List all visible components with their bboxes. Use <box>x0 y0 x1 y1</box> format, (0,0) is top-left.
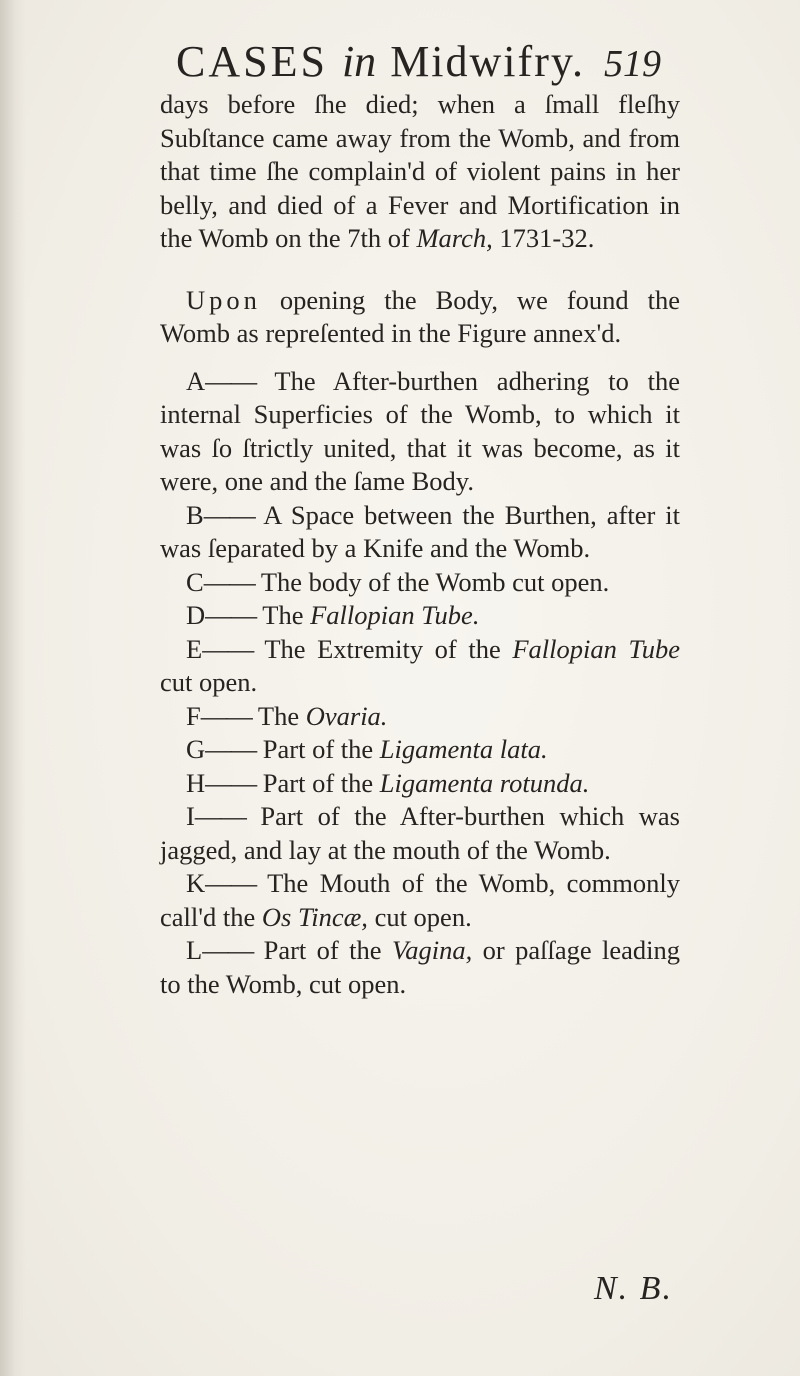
key-text-italic: Os Tincæ, <box>261 901 368 932</box>
paragraph-1-month: March, <box>416 223 493 253</box>
key-letter: A <box>186 365 206 396</box>
paragraph-1-year: 1731-32. <box>499 223 595 253</box>
key-dash: —— <box>205 868 257 898</box>
key-item-h <box>160 767 680 801</box>
key-item-a <box>160 365 680 499</box>
key-letter: F <box>186 700 201 731</box>
page-number: 519 <box>604 43 661 85</box>
paragraph-2 <box>160 284 680 351</box>
key-dash: —— <box>200 700 252 731</box>
key-text: A Space between the Burthen, after it was ſeparated by a Knife and the Womb. <box>160 499 680 563</box>
key-text: The body of the Womb cut open. <box>260 566 610 597</box>
key-item-e <box>160 633 680 700</box>
key-dash: —— <box>203 566 255 597</box>
paragraph-2-lead: Upon <box>186 284 261 315</box>
key-dash: —— <box>205 734 257 764</box>
title-in: in <box>341 37 377 86</box>
key-letter: D <box>186 600 206 630</box>
key-item-c <box>160 566 680 600</box>
key-dash: —— <box>202 935 254 965</box>
key-dash: —— <box>205 365 257 396</box>
key-text-pre: The <box>262 600 304 630</box>
key-letter: L <box>186 935 203 965</box>
catchword: N. B. <box>594 1270 673 1307</box>
key-text-post: or paſſage leading to the Womb, cut open. <box>160 935 681 999</box>
key-item-b <box>160 499 680 566</box>
key-letter: E <box>186 633 203 664</box>
key-text-italic: Ligamenta rotunda. <box>379 767 590 798</box>
key-item-l <box>160 934 680 1001</box>
key-text-post: cut open. <box>160 667 258 697</box>
key-letter: I <box>186 801 195 831</box>
key-text-italic: Ligamenta lata. <box>379 734 548 764</box>
body-text <box>160 88 680 1001</box>
key-item-g <box>160 733 680 767</box>
key-dash: —— <box>203 499 255 530</box>
key-text: Part of the After-burthen which was jagged, and lay at the mouth of the Womb. <box>160 801 680 865</box>
paragraph-1 <box>160 88 680 256</box>
key-text-pre: Part of the <box>262 734 374 764</box>
key-letter: C <box>186 566 204 597</box>
title-midwifery: Midwifry. <box>390 37 585 86</box>
key-item-d <box>160 599 680 633</box>
key-item-i <box>160 800 680 867</box>
key-text-post: cut open. <box>374 901 472 932</box>
key-text-italic: Fallopian Tube. <box>310 600 480 630</box>
key-text-pre: Part of the <box>263 935 382 965</box>
key-item-f <box>160 700 680 734</box>
key-dash: —— <box>202 633 254 664</box>
key-letter: K <box>186 868 206 898</box>
key-text-italic: Fallopian Tube <box>512 633 681 664</box>
key-text-pre: Part of the <box>262 767 374 798</box>
key-letter: H <box>186 767 206 798</box>
key-dash: —— <box>205 767 257 798</box>
spine-shadow <box>0 0 26 1376</box>
key-dash: —— <box>194 801 246 831</box>
key-letter: G <box>186 734 206 764</box>
key-text-pre: The Mouth of the Womb, commonly call'd the <box>160 868 680 932</box>
paragraph-2-text: opening the Body, we found the Womb as repreſented in the Figure annex'd. <box>160 284 681 348</box>
key-text: The After-burthen adhering to the internal Superficies of the Womb, to which it was ſo ſtrictly united, that it was become, as it were, one and the ſame Body. <box>160 365 680 496</box>
title-cases: CASES <box>176 37 328 86</box>
key-text-pre: The Extremity of the <box>264 633 501 664</box>
running-head-title <box>176 36 585 87</box>
paragraph-1-text: days before ſhe died; when a ſmall fleſhy Subſtance came away from the Womb, and from that time ſhe complain'd of violent pains in her belly, and died of a Fever and Mortification in the Womb on the 7th of <box>160 89 680 253</box>
key-dash: —— <box>205 600 257 630</box>
key-text-italic: Ovaria. <box>305 700 388 731</box>
key-letter: B <box>186 499 204 530</box>
key-text-italic: Vagina, <box>391 935 473 965</box>
key-item-k <box>160 867 680 934</box>
key-text-pre: The <box>257 700 300 731</box>
